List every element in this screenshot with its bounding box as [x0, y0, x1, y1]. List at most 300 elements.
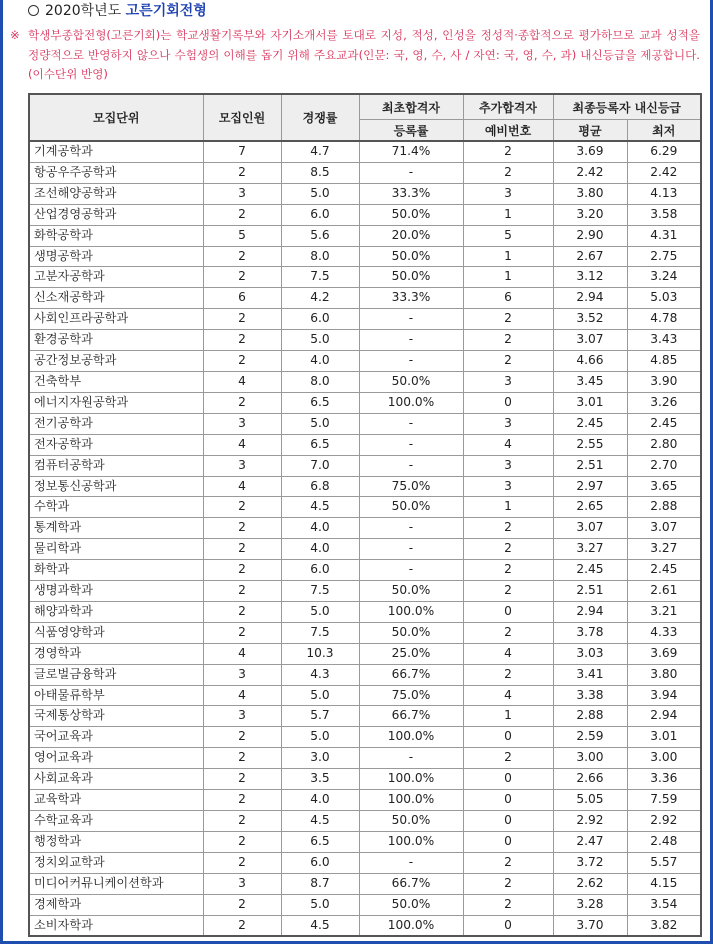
cell-unit: 전기공학과	[29, 413, 203, 434]
cell-grade-avg: 3.70	[553, 915, 627, 936]
cell-unit: 국제통상학과	[29, 706, 203, 727]
cell-unit: 생명공학과	[29, 246, 203, 267]
cell-quota: 2	[203, 518, 281, 539]
cell-first-pass-rate: -	[359, 455, 463, 476]
cell-ratio: 4.7	[281, 141, 359, 162]
cell-first-pass-rate: 50.0%	[359, 204, 463, 225]
header-first-pass-line1: 최초합격자	[359, 94, 463, 120]
cell-waitlist-number: 4	[463, 434, 553, 455]
cell-ratio: 3.0	[281, 748, 359, 769]
cell-first-pass-rate: 50.0%	[359, 371, 463, 392]
cell-quota: 2	[203, 392, 281, 413]
cell-grade-min: 3.36	[627, 769, 701, 790]
cell-grade-avg: 2.88	[553, 706, 627, 727]
cell-unit: 전자공학과	[29, 434, 203, 455]
cell-first-pass-rate: 50.0%	[359, 622, 463, 643]
cell-ratio: 5.0	[281, 330, 359, 351]
cell-grade-min: 3.82	[627, 915, 701, 936]
cell-quota: 4	[203, 643, 281, 664]
cell-unit: 아태물류학부	[29, 685, 203, 706]
cell-grade-avg: 3.52	[553, 309, 627, 330]
cell-grade-min: 7.59	[627, 790, 701, 811]
cell-ratio: 8.5	[281, 162, 359, 183]
cell-grade-avg: 2.51	[553, 455, 627, 476]
cell-ratio: 6.5	[281, 831, 359, 852]
cell-unit: 공간정보공학과	[29, 351, 203, 372]
table-row	[29, 852, 701, 873]
cell-grade-avg: 2.67	[553, 246, 627, 267]
cell-first-pass-rate: 50.0%	[359, 581, 463, 602]
cell-quota: 2	[203, 915, 281, 936]
admission-results-table	[28, 93, 702, 937]
cell-ratio: 5.0	[281, 413, 359, 434]
cell-unit: 건축학부	[29, 371, 203, 392]
cell-unit: 화학공학과	[29, 225, 203, 246]
cell-grade-avg: 2.92	[553, 811, 627, 832]
cell-grade-avg: 5.05	[553, 790, 627, 811]
cell-waitlist-number: 3	[463, 455, 553, 476]
cell-quota: 3	[203, 455, 281, 476]
cell-grade-min: 2.45	[627, 560, 701, 581]
cell-grade-min: 3.43	[627, 330, 701, 351]
cell-first-pass-rate: 71.4%	[359, 141, 463, 162]
cell-unit: 수학과	[29, 497, 203, 518]
cell-quota: 3	[203, 183, 281, 204]
cell-grade-avg: 3.69	[553, 141, 627, 162]
cell-ratio: 4.5	[281, 915, 359, 936]
cell-ratio: 6.5	[281, 392, 359, 413]
notice-body: 학생부종합전형(고른기회)는 학교생활기록부와 자기소개서를 토대로 지성, 적성, 인성을 정성적·종합적으로 평가하므로 교과 성적을 정량적으로 반영하지 않으나 수험생의 이해를 돕기 위해 주요교과(인문: 국, 영, 수, 사 / 자연: 국, 영, 수, 과) 내신등급을 제공합니다. (이수단위 반영)	[28, 28, 700, 81]
cell-grade-min: 4.78	[627, 309, 701, 330]
cell-ratio: 8.0	[281, 246, 359, 267]
cell-first-pass-rate: 25.0%	[359, 643, 463, 664]
cell-waitlist-number: 2	[463, 581, 553, 602]
cell-grade-min: 2.80	[627, 434, 701, 455]
cell-unit: 생명과학과	[29, 581, 203, 602]
cell-unit: 컴퓨터공학과	[29, 455, 203, 476]
cell-unit: 항공우주공학과	[29, 162, 203, 183]
cell-unit: 글로벌금융학과	[29, 664, 203, 685]
cell-ratio: 4.0	[281, 518, 359, 539]
cell-first-pass-rate: -	[359, 518, 463, 539]
cell-waitlist-number: 6	[463, 288, 553, 309]
cell-unit: 화학과	[29, 560, 203, 581]
cell-grade-min: 3.69	[627, 643, 701, 664]
cell-unit: 소비자학과	[29, 915, 203, 936]
cell-ratio: 4.0	[281, 790, 359, 811]
cell-first-pass-rate: 75.0%	[359, 476, 463, 497]
table-row	[29, 351, 701, 372]
cell-first-pass-rate: 50.0%	[359, 497, 463, 518]
cell-grade-avg: 2.97	[553, 476, 627, 497]
cell-unit: 경영학과	[29, 643, 203, 664]
table-row	[29, 371, 701, 392]
cell-first-pass-rate: 100.0%	[359, 601, 463, 622]
cell-quota: 2	[203, 267, 281, 288]
cell-quota: 2	[203, 309, 281, 330]
cell-ratio: 10.3	[281, 643, 359, 664]
cell-grade-avg: 3.12	[553, 267, 627, 288]
header-first-pass-line2: 등록률	[359, 120, 463, 142]
cell-waitlist-number: 2	[463, 141, 553, 162]
cell-waitlist-number: 2	[463, 330, 553, 351]
cell-grade-avg: 3.38	[553, 685, 627, 706]
cell-grade-avg: 2.45	[553, 560, 627, 581]
cell-waitlist-number: 4	[463, 685, 553, 706]
cell-grade-avg: 2.90	[553, 225, 627, 246]
cell-first-pass-rate: -	[359, 309, 463, 330]
cell-unit: 산업경영공학과	[29, 204, 203, 225]
cell-quota: 2	[203, 560, 281, 581]
cell-unit: 에너지자원공학과	[29, 392, 203, 413]
table-row	[29, 246, 701, 267]
cell-quota: 3	[203, 413, 281, 434]
cell-grade-avg: 4.66	[553, 351, 627, 372]
cell-grade-avg: 3.27	[553, 539, 627, 560]
cell-quota: 2	[203, 330, 281, 351]
cell-quota: 2	[203, 831, 281, 852]
notice-text	[10, 26, 700, 85]
cell-ratio: 5.0	[281, 894, 359, 915]
table-row	[29, 413, 701, 434]
cell-grade-min: 3.58	[627, 204, 701, 225]
cell-grade-min: 3.01	[627, 727, 701, 748]
cell-ratio: 8.7	[281, 873, 359, 894]
cell-quota: 6	[203, 288, 281, 309]
cell-grade-avg: 2.59	[553, 727, 627, 748]
table-row	[29, 748, 701, 769]
cell-waitlist-number: 1	[463, 706, 553, 727]
cell-grade-min: 2.94	[627, 706, 701, 727]
cell-unit: 사회교육과	[29, 769, 203, 790]
table-row	[29, 455, 701, 476]
table-row	[29, 664, 701, 685]
cell-waitlist-number: 2	[463, 560, 553, 581]
cell-first-pass-rate: -	[359, 330, 463, 351]
cell-grade-avg: 2.94	[553, 288, 627, 309]
cell-waitlist-number: 2	[463, 622, 553, 643]
cell-grade-avg: 3.80	[553, 183, 627, 204]
cell-quota: 3	[203, 873, 281, 894]
page-title	[28, 0, 207, 22]
cell-first-pass-rate: -	[359, 852, 463, 873]
cell-quota: 4	[203, 434, 281, 455]
cell-unit: 교육학과	[29, 790, 203, 811]
cell-first-pass-rate: 100.0%	[359, 915, 463, 936]
cell-unit: 수학교육과	[29, 811, 203, 832]
cell-unit: 정치외교학과	[29, 852, 203, 873]
table-row	[29, 141, 701, 162]
cell-grade-avg: 2.66	[553, 769, 627, 790]
table-row	[29, 392, 701, 413]
cell-ratio: 6.5	[281, 434, 359, 455]
table-row	[29, 267, 701, 288]
cell-unit: 통계학과	[29, 518, 203, 539]
cell-waitlist-number: 5	[463, 225, 553, 246]
cell-grade-min: 4.85	[627, 351, 701, 372]
cell-waitlist-number: 2	[463, 852, 553, 873]
cell-grade-avg: 3.07	[553, 330, 627, 351]
cell-unit: 미디어커뮤니케이션학과	[29, 873, 203, 894]
cell-quota: 2	[203, 894, 281, 915]
cell-ratio: 4.2	[281, 288, 359, 309]
cell-waitlist-number: 2	[463, 894, 553, 915]
cell-quota: 2	[203, 497, 281, 518]
cell-first-pass-rate: -	[359, 539, 463, 560]
cell-unit: 해양과학과	[29, 601, 203, 622]
cell-unit: 행정학과	[29, 831, 203, 852]
cell-grade-avg: 2.42	[553, 162, 627, 183]
cell-first-pass-rate: -	[359, 162, 463, 183]
cell-quota: 4	[203, 371, 281, 392]
cell-quota: 3	[203, 664, 281, 685]
table-row	[29, 183, 701, 204]
cell-waitlist-number: 3	[463, 183, 553, 204]
table-row	[29, 811, 701, 832]
header-quota: 모집인원	[203, 94, 281, 141]
cell-waitlist-number: 0	[463, 392, 553, 413]
cell-waitlist-number: 0	[463, 811, 553, 832]
table-row	[29, 434, 701, 455]
table-row	[29, 643, 701, 664]
cell-quota: 2	[203, 601, 281, 622]
cell-ratio: 5.6	[281, 225, 359, 246]
cell-unit: 정보통신공학과	[29, 476, 203, 497]
cell-first-pass-rate: 66.7%	[359, 706, 463, 727]
cell-first-pass-rate: -	[359, 351, 463, 372]
table-row	[29, 539, 701, 560]
cell-grade-avg: 2.51	[553, 581, 627, 602]
cell-ratio: 4.0	[281, 539, 359, 560]
cell-waitlist-number: 2	[463, 664, 553, 685]
cell-first-pass-rate: 33.3%	[359, 183, 463, 204]
cell-grade-min: 3.90	[627, 371, 701, 392]
cell-grade-avg: 3.20	[553, 204, 627, 225]
cell-grade-avg: 3.41	[553, 664, 627, 685]
cell-waitlist-number: 0	[463, 601, 553, 622]
header-extra-line1: 추가합격자	[463, 94, 553, 120]
cell-ratio: 6.0	[281, 852, 359, 873]
cell-grade-min: 3.27	[627, 539, 701, 560]
cell-grade-min: 2.45	[627, 413, 701, 434]
cell-waitlist-number: 3	[463, 476, 553, 497]
table-row	[29, 581, 701, 602]
table-row	[29, 915, 701, 936]
cell-waitlist-number: 0	[463, 727, 553, 748]
cell-grade-min: 4.13	[627, 183, 701, 204]
cell-grade-avg: 3.00	[553, 748, 627, 769]
cell-ratio: 4.5	[281, 811, 359, 832]
cell-ratio: 4.0	[281, 351, 359, 372]
cell-first-pass-rate: -	[359, 748, 463, 769]
cell-grade-avg: 2.45	[553, 413, 627, 434]
cell-quota: 2	[203, 539, 281, 560]
table-row	[29, 225, 701, 246]
cell-waitlist-number: 0	[463, 769, 553, 790]
cell-first-pass-rate: -	[359, 434, 463, 455]
table-row	[29, 894, 701, 915]
table-row	[29, 790, 701, 811]
header-ratio: 경쟁률	[281, 94, 359, 141]
cell-ratio: 7.5	[281, 622, 359, 643]
title-highlight: 고른기회전형	[125, 3, 207, 19]
cell-grade-min: 2.61	[627, 581, 701, 602]
cell-ratio: 5.0	[281, 685, 359, 706]
cell-first-pass-rate: -	[359, 560, 463, 581]
cell-waitlist-number: 2	[463, 162, 553, 183]
cell-first-pass-rate: 100.0%	[359, 790, 463, 811]
table-row	[29, 601, 701, 622]
table-row	[29, 873, 701, 894]
cell-unit: 식품영양학과	[29, 622, 203, 643]
cell-ratio: 7.5	[281, 267, 359, 288]
cell-quota: 2	[203, 581, 281, 602]
cell-unit: 물리학과	[29, 539, 203, 560]
header-final-group: 최종등록자 내신등급	[553, 94, 701, 120]
cell-ratio: 5.0	[281, 183, 359, 204]
cell-grade-min: 6.29	[627, 141, 701, 162]
cell-ratio: 6.0	[281, 309, 359, 330]
cell-unit: 환경공학과	[29, 330, 203, 351]
cell-ratio: 7.0	[281, 455, 359, 476]
cell-waitlist-number: 0	[463, 790, 553, 811]
table-row	[29, 204, 701, 225]
cell-grade-avg: 3.07	[553, 518, 627, 539]
cell-quota: 4	[203, 476, 281, 497]
cell-first-pass-rate: 75.0%	[359, 685, 463, 706]
cell-first-pass-rate: -	[359, 413, 463, 434]
cell-waitlist-number: 2	[463, 748, 553, 769]
cell-grade-min: 2.92	[627, 811, 701, 832]
cell-grade-avg: 2.94	[553, 601, 627, 622]
cell-waitlist-number: 4	[463, 643, 553, 664]
table-row	[29, 560, 701, 581]
cell-first-pass-rate: 20.0%	[359, 225, 463, 246]
cell-unit: 고분자공학과	[29, 267, 203, 288]
cell-unit: 조선해양공학과	[29, 183, 203, 204]
cell-first-pass-rate: 100.0%	[359, 831, 463, 852]
cell-grade-min: 3.00	[627, 748, 701, 769]
cell-waitlist-number: 3	[463, 371, 553, 392]
table-row	[29, 622, 701, 643]
cell-grade-min: 3.21	[627, 601, 701, 622]
cell-grade-avg: 2.65	[553, 497, 627, 518]
cell-ratio: 4.3	[281, 664, 359, 685]
cell-quota: 2	[203, 769, 281, 790]
table-body	[29, 141, 701, 936]
cell-grade-min: 2.48	[627, 831, 701, 852]
cell-first-pass-rate: 50.0%	[359, 811, 463, 832]
cell-first-pass-rate: 50.0%	[359, 267, 463, 288]
cell-waitlist-number: 1	[463, 246, 553, 267]
cell-grade-min: 3.07	[627, 518, 701, 539]
cell-quota: 2	[203, 622, 281, 643]
cell-waitlist-number: 1	[463, 267, 553, 288]
cell-unit: 경제학과	[29, 894, 203, 915]
cell-grade-min: 2.75	[627, 246, 701, 267]
cell-first-pass-rate: 100.0%	[359, 727, 463, 748]
table-row	[29, 769, 701, 790]
cell-quota: 7	[203, 141, 281, 162]
header-min: 최저	[627, 120, 701, 142]
header-avg: 평균	[553, 120, 627, 142]
cell-grade-min: 3.80	[627, 664, 701, 685]
table-row	[29, 288, 701, 309]
cell-grade-avg: 3.03	[553, 643, 627, 664]
cell-grade-min: 5.57	[627, 852, 701, 873]
table-row	[29, 162, 701, 183]
cell-grade-min: 3.24	[627, 267, 701, 288]
cell-ratio: 5.0	[281, 601, 359, 622]
cell-ratio: 5.0	[281, 727, 359, 748]
cell-waitlist-number: 2	[463, 309, 553, 330]
cell-grade-min: 4.15	[627, 873, 701, 894]
cell-unit: 사회인프라공학과	[29, 309, 203, 330]
cell-waitlist-number: 2	[463, 539, 553, 560]
cell-quota: 4	[203, 685, 281, 706]
cell-quota: 2	[203, 246, 281, 267]
cell-grade-min: 3.65	[627, 476, 701, 497]
cell-waitlist-number: 2	[463, 873, 553, 894]
cell-grade-min: 2.42	[627, 162, 701, 183]
table-header	[29, 94, 701, 141]
cell-grade-min: 3.54	[627, 894, 701, 915]
table-row	[29, 831, 701, 852]
cell-quota: 5	[203, 225, 281, 246]
table-row	[29, 476, 701, 497]
cell-waitlist-number: 2	[463, 351, 553, 372]
cell-first-pass-rate: 33.3%	[359, 288, 463, 309]
cell-waitlist-number: 3	[463, 413, 553, 434]
cell-ratio: 3.5	[281, 769, 359, 790]
cell-grade-avg: 2.55	[553, 434, 627, 455]
cell-waitlist-number: 0	[463, 831, 553, 852]
cell-first-pass-rate: 100.0%	[359, 392, 463, 413]
cell-grade-avg: 2.62	[553, 873, 627, 894]
cell-unit: 신소재공학과	[29, 288, 203, 309]
table-row	[29, 330, 701, 351]
circle-bullet-icon	[28, 5, 39, 16]
cell-ratio: 6.0	[281, 204, 359, 225]
cell-grade-avg: 3.72	[553, 852, 627, 873]
table-row	[29, 309, 701, 330]
cell-waitlist-number: 2	[463, 518, 553, 539]
table-row	[29, 727, 701, 748]
cell-first-pass-rate: 50.0%	[359, 894, 463, 915]
cell-grade-min: 4.33	[627, 622, 701, 643]
cell-waitlist-number: 1	[463, 204, 553, 225]
cell-grade-avg: 3.78	[553, 622, 627, 643]
cell-first-pass-rate: 50.0%	[359, 246, 463, 267]
cell-grade-min: 2.70	[627, 455, 701, 476]
cell-grade-min: 2.88	[627, 497, 701, 518]
cell-grade-avg: 3.28	[553, 894, 627, 915]
cell-ratio: 5.7	[281, 706, 359, 727]
table-row	[29, 706, 701, 727]
cell-ratio: 8.0	[281, 371, 359, 392]
table-row	[29, 685, 701, 706]
cell-quota: 2	[203, 351, 281, 372]
cell-grade-min: 4.31	[627, 225, 701, 246]
cell-ratio: 6.8	[281, 476, 359, 497]
title-prefix: 2020학년도	[45, 3, 122, 19]
header-extra-line2: 예비번호	[463, 120, 553, 142]
table-row	[29, 518, 701, 539]
cell-grade-avg: 3.01	[553, 392, 627, 413]
reference-mark-icon: ※	[10, 28, 20, 42]
cell-quota: 2	[203, 811, 281, 832]
cell-grade-min: 3.94	[627, 685, 701, 706]
